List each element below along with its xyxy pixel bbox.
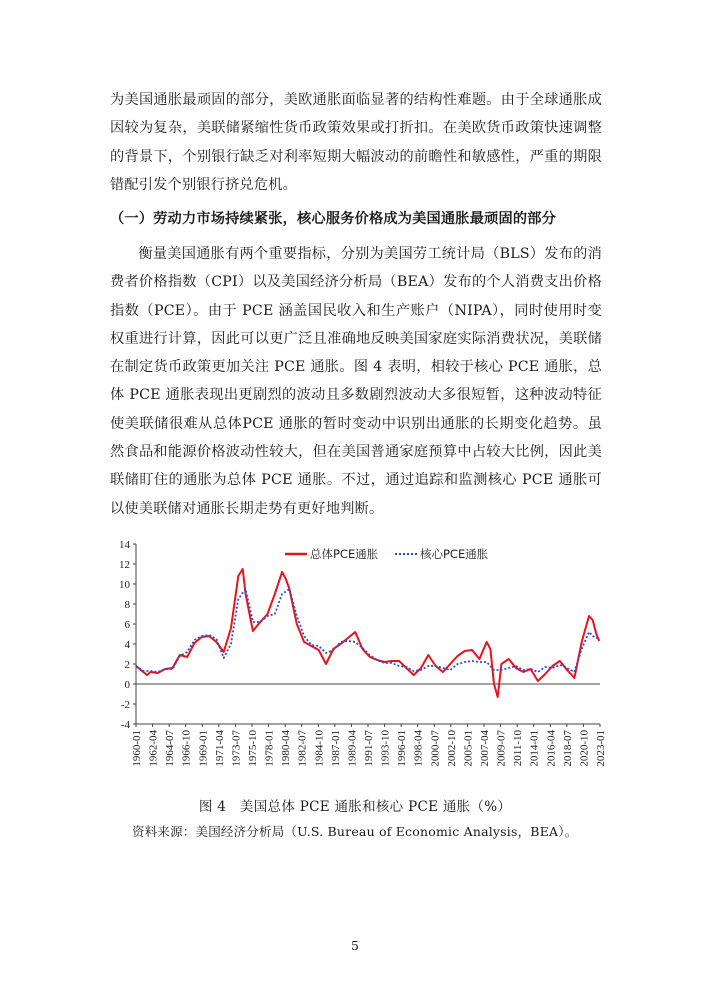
y-tick-label: 8 (124, 599, 130, 611)
x-tick-label: 2011-10 (512, 730, 525, 767)
x-tick-label: 2000-07 (429, 730, 442, 767)
x-tick-label: 1971-04 (213, 730, 226, 767)
y-tick-label: 10 (119, 579, 130, 591)
headline-pce-line (136, 569, 599, 697)
y-tick-label: 14 (119, 539, 130, 551)
x-tick-label: 2018-07 (561, 730, 574, 767)
body-paragraph: 衡量美国通胀有两个重要指标，分别为美国劳工统计局（BLS）发布的消费者价格指数（CPI）以及美国经济分析局（BEA）发布的个人消费支出价格指数（PCE）。由于 PCE 涵盖国民收入和生产账户（NIPA），同时使用时变权重进行计算，因此可以更广泛且准确地反映美国家庭实际消费状况，美联储在制定货币政策更加关注 PCE 通胀。图 4 表明，相较于核心 PCE 通胀，总体 PCE 通胀表现出更剧烈的波动且多数剧烈波动大多很短暂，这种波动特征使美联储很难从总体PCE 通胀的暂时变动中识别出通胀的长期变化趋势。虽然食品和能源价格波动性较大，但在美国普通家庭预算中占较大比例，因此美联储盯住的通胀为总体 PCE 通胀。不过，通过追踪和监测核心 PCE 通胀可以使美联储对通胀长期走势有更好地判断。 (110, 246, 602, 517)
x-tick-label: 1973-07 (230, 730, 243, 767)
legend-label-core: 核心PCE通胀 (420, 547, 489, 561)
x-tick-label: 1966-10 (180, 730, 193, 767)
x-tick-label: 2014-01 (528, 730, 541, 767)
x-tick-label: 2023-01 (595, 730, 607, 767)
x-tick-label: 1993-10 (379, 730, 392, 767)
y-tick-label: -2 (120, 699, 130, 711)
x-tick-label: 1978-01 (263, 730, 276, 767)
core-pce-line (136, 589, 599, 672)
pce-inflation-chart (100, 530, 610, 810)
x-tick-label: 1998-04 (412, 730, 425, 767)
x-tick-label: 2005-01 (462, 730, 475, 767)
chart-svg (100, 530, 610, 810)
x-tick-label: 1980-04 (280, 730, 293, 767)
x-tick-label: 1984-10 (313, 730, 326, 767)
y-tick-label: -4 (120, 719, 130, 731)
source-note: 资料来源：美国经济分析局（U.S. Bureau of Economic Analysis，BEA）。 (132, 824, 578, 839)
legend-label-headline: 总体PCE通胀 (310, 547, 379, 561)
y-tick-label: 6 (124, 619, 130, 631)
x-tick-label: 1964-07 (164, 730, 177, 767)
y-tick-label: 12 (119, 559, 130, 571)
x-tick-label: 2020-10 (578, 730, 591, 767)
x-tick-label: 1987-01 (329, 730, 342, 767)
x-tick-label: 1996-01 (396, 730, 409, 767)
x-tick-label: 1989-04 (346, 730, 359, 767)
x-tick-label: 1969-01 (197, 730, 210, 767)
y-tick-label: 2 (124, 659, 130, 671)
x-tick-label: 1960-01 (131, 730, 143, 767)
figure-caption: 图 4 美国总体 PCE 通胀和核心 PCE 通胀（%） (198, 799, 512, 815)
x-tick-label: 1962-04 (147, 730, 160, 767)
intro-paragraph: 为美国通胀最顽固的部分，美欧通胀面临显著的结构性难题。由于全球通胀成因较为复杂，美联储紧缩性货币政策效果或打折扣。在美欧货币政策快速调整的背景下，个别银行缺乏对利率短期大幅波动的前瞻性和敏感性，严重的期限错配引发个别银行挤兑危机。 (110, 92, 602, 193)
x-tick-label: 2007-04 (479, 730, 491, 767)
x-tick-label: 1982-07 (296, 730, 309, 767)
page-number: 5 (351, 938, 359, 953)
x-tick-label: 2002-10 (445, 730, 458, 767)
x-tick-label: 2009-07 (495, 730, 508, 767)
x-tick-label: 1975-10 (247, 730, 259, 767)
section-heading: （一）劳动力市场持续紧张，核心服务价格成为美国通胀最顽固的部分 (110, 211, 557, 227)
y-tick-label: 4 (124, 639, 130, 651)
x-tick-label: 2016-04 (545, 730, 558, 767)
y-tick-label: 0 (124, 679, 130, 691)
x-tick-label: 1991-07 (363, 730, 375, 767)
